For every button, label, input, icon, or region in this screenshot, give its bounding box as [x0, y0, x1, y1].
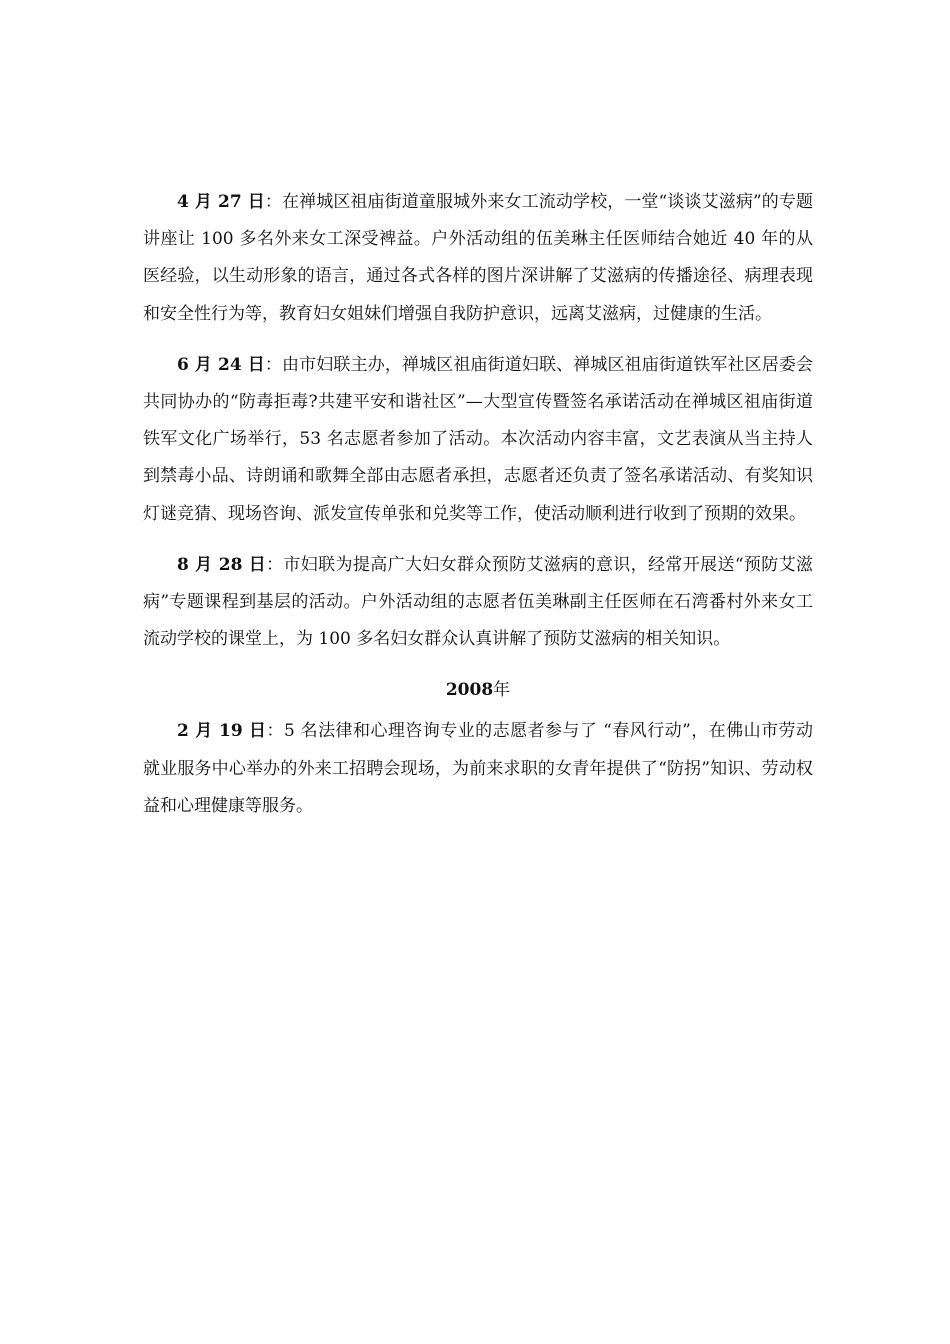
entry-text: ：市妇联为提高广大妇女群众预防艾滋病的意识，经常开展送“预防艾滋病”专题课程到基层的活动。户外活动组的志愿者伍美琳副主任医师在石湾番村外来女工流动学校的课堂上，为 100 多名妇女群众认真讲解了预防艾滋病的相关知识。: [143, 554, 813, 650]
entry-date: 2 月 19 日: [177, 721, 267, 742]
document-body: [143, 184, 813, 825]
entry-paragraph-apr-27: [143, 184, 813, 333]
year-number: 2008: [445, 680, 494, 701]
entry-paragraph-feb-19: [143, 713, 813, 825]
entry-date: 6 月 24 日: [177, 354, 265, 375]
year-suffix: 年: [493, 680, 511, 701]
entry-text: ：5 名法律和心理咨询专业的志愿者参与了 “春风行动”，在佛山市劳动就业服务中心举办的外来工招聘会现场，为前来求职的女青年提供了“防拐”知识、劳动权益和心理健康等服务。: [143, 721, 813, 816]
entry-text: ：在禅城区祖庙街道童服城外来女工流动学校，一堂“谈谈艾滋病”的专题讲座让 100 多名外来女工深受裨益。户外活动组的伍美琳主任医师结合她近 40 年的从医经验，以生动形象的语言，通过各式各样的图片深讲解了艾滋病的传播途径、病理表现和安全性行为等，教育妇女姐妹们增强自我防护意识，远离艾滋病，过健康的生活。: [143, 192, 813, 324]
entry-date: 4 月 27 日: [177, 192, 265, 212]
entry-date: 8 月 28 日: [177, 554, 267, 575]
entry-paragraph-jun-24: [143, 347, 813, 533]
year-heading: [143, 672, 813, 709]
entry-text: ：由市妇联主办，禅城区祖庙街道妇联、禅城区祖庙街道铁军社区居委会共同协办的“防毒拒毒?共建平安和谐社区”—大型宣传暨签名承诺活动在禅城区祖庙街道铁军文化广场举行，53 名志愿者参加了活动。本次活动内容丰富，文艺表演从当主持人到禁毒小品、诗朗诵和歌舞全部由志愿者承担，志愿者还负责了签名承诺活动、有奖知识灯谜竞猜、现场咨询、派发宣传单张和兑奖等工作，使活动顺利进行收到了预期的效果。: [143, 354, 813, 524]
entry-paragraph-aug-28: [143, 547, 813, 659]
